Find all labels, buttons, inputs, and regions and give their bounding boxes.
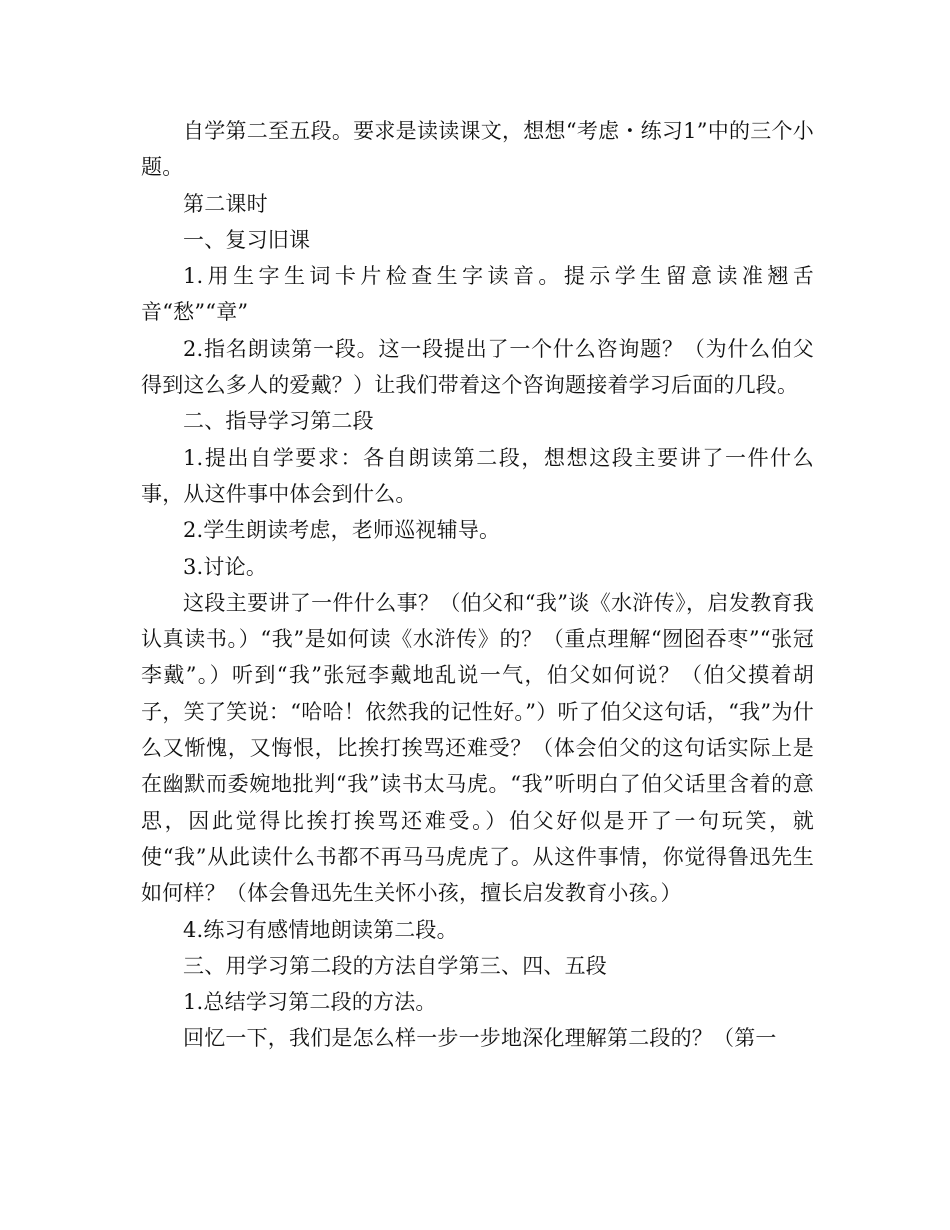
paragraph: 回忆一下，我们是怎么样一步一步地深化理解第二段的？（第一 bbox=[183, 1026, 777, 1051]
document-page bbox=[141, 113, 814, 1057]
paragraph: 自学第二至五段。要求是读读课文，想想“考虑・练习1”中的三个小题。 bbox=[141, 119, 814, 180]
paragraph: 1.提出自学要求：各自朗读第二段，想想这段主要讲了一件什么事，从这件事中体会到什么。 bbox=[141, 445, 814, 506]
paragraph: 这段主要讲了一件什么事？（伯父和“我”谈《水浒传》，启发教育我认真读书。）“我”是如何读《水浒传》的？（重点理解“囫囵吞枣”“张冠李戴”。）听到“我”张冠李戴地乱说一气，伯父如何说？（伯父摸着胡子，笑了笑说：“哈哈！依然我的记性好。”）听了伯父这句话，“我”为什么又惭愧，又悔恨，比挨打挨骂还难受？（体会伯父的这句话实际上是在幽默而委婉地批判“我”读书太马虎。“我”听明白了伯父话里含着的意思，因此觉得比挨打挨骂还难受。）伯父好似是开了一句玩笑，就使“我”从此读什么书都不再马马虎虎了。从这件事情，你觉得鲁迅先生如何样？（体会鲁迅先生关怀小孩，擅长启发教育小孩。） bbox=[141, 590, 814, 906]
paragraph: 三、用学习第二段的方法自学第三、四、五段 bbox=[183, 953, 607, 978]
paragraph: 4.练习有感情地朗读第二段。 bbox=[183, 917, 458, 942]
paragraph: 1.总结学习第二段的方法。 bbox=[183, 990, 437, 1015]
paragraph: 3.讨论。 bbox=[183, 554, 268, 579]
paragraph: 2.指名朗读第一段。这一段提出了一个什么咨询题？（为什么伯父得到这么多人的爱戴？）让我们带着这个咨询题接着学习后面的几段。 bbox=[141, 336, 814, 398]
paragraph: 2.学生朗读考虑，老师巡视辅导。 bbox=[183, 518, 501, 543]
paragraph: 1.用生字生词卡片检查生字读音。提示学生留意读准翘舌音“愁”“章” bbox=[141, 264, 814, 325]
paragraph: 第二课时 bbox=[183, 191, 268, 216]
paragraph: 二、指导学习第二段 bbox=[183, 409, 374, 434]
paragraph: 一、复习旧课 bbox=[183, 227, 311, 252]
